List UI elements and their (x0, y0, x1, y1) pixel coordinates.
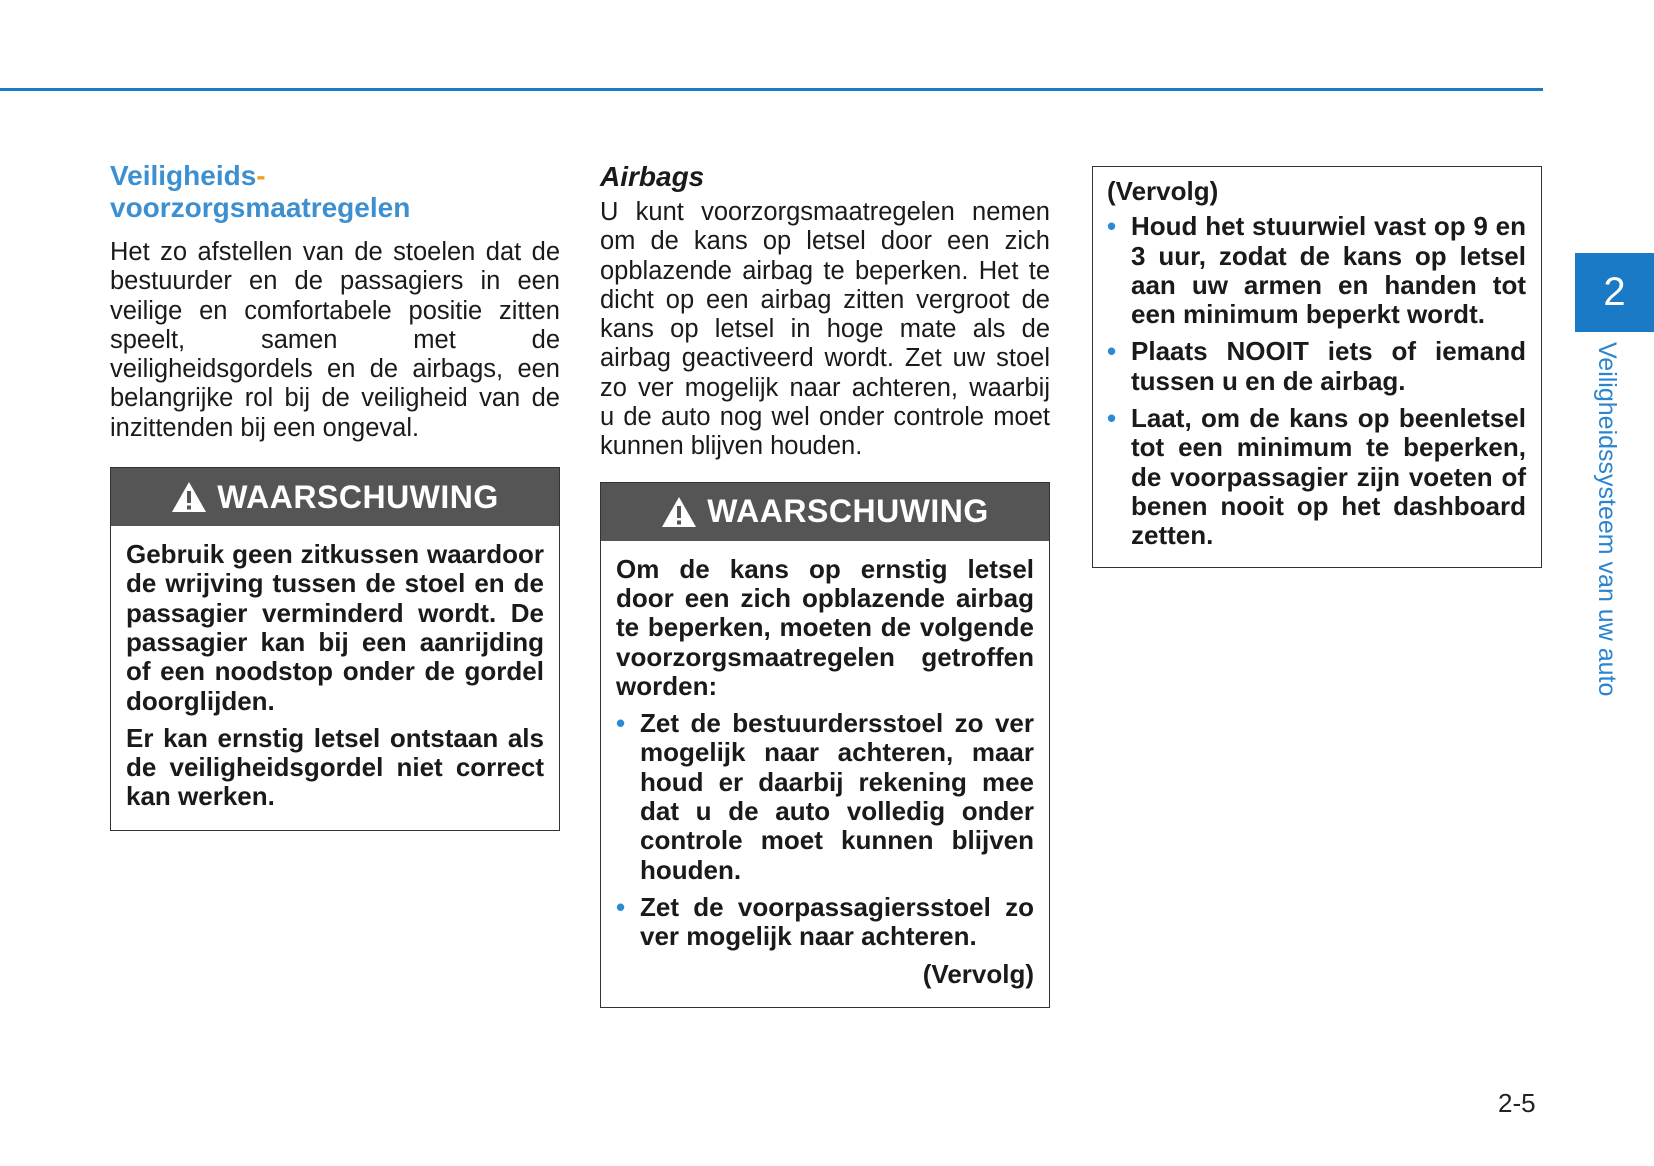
warning-triangle-icon (171, 481, 207, 513)
warning-box-airbag (600, 482, 1050, 1008)
list-item-text: Zet de voorpassagiersstoel zo ver mogelijk naar achteren. (640, 891, 1034, 952)
title-part2: voorzorgsmaatregelen (110, 192, 411, 223)
continued-label: (Vervolg) (922, 958, 1034, 989)
airbags-title: Airbags (600, 161, 705, 192)
list-item-text: Houd het stuurwiel vast op 9 en 3 uur, zodat de kans op letsel aan uw armen en handen tot een minimum beperkt wordt. (1131, 211, 1526, 330)
warning-paragraph-2: Er kan ernstig letsel ontstaan als de veiligheidsgordel niet correct kan werken. (126, 722, 544, 812)
title-part1: Veiligheids (110, 160, 257, 191)
page-number: 2-5 (1498, 1088, 1536, 1118)
bullet-icon: • (616, 891, 626, 922)
list-item (616, 709, 1034, 885)
airbags-paragraph: U kunt voorzorgsmaatregelen nemen om de kans op letsel door een zich opblazende airbag te beperken. Het te dicht op een airbag zitten vergroot de kans op letsel in hoge mate als de airbag geactiveerd wordt. Zet uw stoel zo ver mogelijk naar achteren, waarbij u de auto nog wel onder controle moet kunnen blijven houden. (600, 198, 1050, 461)
warning-box-seat (110, 467, 560, 831)
warning-body (111, 526, 559, 830)
intro-paragraph: Het zo afstellen van de stoelen dat de bestuurder en de passagiers in een veilige en comfortabele positie zitten speelt, samen met de veiligheidsgordels en de airbags, een belangrijke rol bij de veiligheid van de inzittenden bij een ongeval. (110, 238, 560, 442)
list-item (1107, 212, 1526, 329)
list-item (1107, 404, 1526, 550)
warning-body (601, 541, 1049, 1007)
warning-label: WAARSCHUWING (707, 493, 989, 530)
column-1 (110, 160, 560, 831)
continued-label: (Vervolg) (1107, 176, 1219, 206)
bullet-icon: • (1107, 336, 1117, 367)
list-item-text: Plaats NOOIT iets of iemand tussen u en de airbag. (1131, 336, 1526, 396)
bullet-icon: • (616, 708, 626, 739)
chapter-tab: 2 (1575, 253, 1654, 332)
bullet-icon: • (1107, 403, 1117, 434)
chapter-label: Veiligheidssysteem van uw auto (1593, 342, 1621, 697)
column-2 (600, 160, 1050, 1008)
warning-intro: Om de kans op ernstig letsel door een zich opblazende airbag te beperken, moeten de volgende voorzorgsmaatregelen getroffen worden: (616, 553, 1034, 701)
title-hyphen: - (256, 160, 266, 191)
list-item-text: Laat, om de kans op beenletsel tot een minimum te beperken, de voorpassagier zijn voeten of benen nooit op het dashboard zetten. (1131, 403, 1526, 551)
list-item-text: Zet de bestuurdersstoel zo ver mogelijk naar achteren, maar houd er daarbij rekening mee dat u de auto volledig onder controle moet kunnen blijven houden. (640, 708, 1034, 885)
header-rule (0, 88, 1543, 91)
section-title (110, 160, 560, 224)
bullet-icon: • (1107, 211, 1117, 242)
warning-paragraph-1: Gebruik geen zitkussen waardoor de wrijving tussen de stoel en de passagier verminderd wordt. De passagier kan bij een aanrijding of een noodstop onder de gordel doorglijden. (126, 539, 544, 716)
list-item (1107, 337, 1526, 396)
list-item (616, 893, 1034, 952)
warning-header (601, 483, 1049, 541)
warning-header (111, 468, 559, 526)
warning-label: WAARSCHUWING (217, 478, 499, 515)
warning-continuation-box (1092, 166, 1542, 568)
warning-triangle-icon (661, 496, 697, 528)
column-3 (1092, 166, 1542, 568)
